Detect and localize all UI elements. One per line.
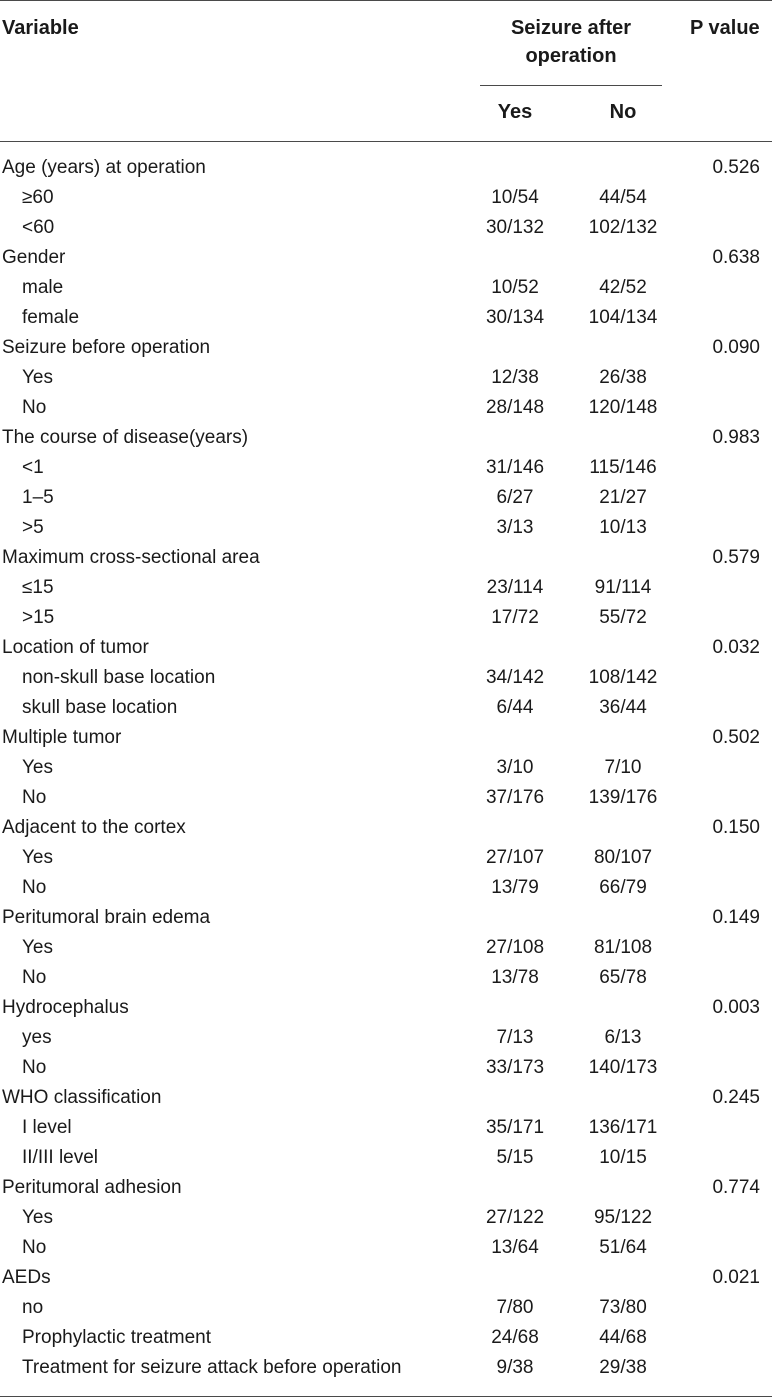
cell-no: 6/13 [604, 1027, 642, 1048]
row-label: I level [22, 1117, 72, 1138]
table-row-subcategory [0, 663, 772, 693]
cell-yes: 33/173 [485, 1057, 545, 1078]
cell-yes: 35/171 [485, 1117, 545, 1138]
cell-yes: 12/38 [491, 367, 539, 388]
cell-no: 104/134 [588, 307, 658, 328]
header-group-rule [480, 85, 662, 86]
row-label: Yes [22, 1207, 53, 1228]
row-label: Yes [22, 847, 53, 868]
cell-yes: 27/107 [485, 847, 545, 868]
row-label: Yes [22, 367, 53, 388]
cell-yes: 5/15 [496, 1147, 534, 1168]
table-row-subcategory [0, 843, 772, 873]
cell-p-value: 0.526 [712, 157, 760, 178]
table-row-subcategory [0, 1113, 772, 1143]
cell-p-value: 0.149 [712, 907, 760, 928]
table-row-subcategory [0, 783, 772, 813]
table-row-subcategory [0, 273, 772, 303]
row-label: non-skull base location [22, 667, 216, 688]
cell-yes: 31/146 [485, 457, 545, 478]
cell-no: 44/54 [599, 187, 647, 208]
table-row-subcategory [0, 513, 772, 543]
cell-p-value: 0.774 [712, 1177, 760, 1198]
table-row-subcategory [0, 933, 772, 963]
table-row-subcategory [0, 453, 772, 483]
header-p-value: P value [690, 17, 760, 39]
row-label: Maximum cross-sectional area [2, 547, 260, 568]
row-label: No [22, 877, 47, 898]
header-seizure-after-operation: Seizure after operation [510, 17, 632, 67]
table-row-variable [0, 633, 772, 663]
cell-yes: 23/114 [486, 577, 544, 598]
row-label: Hydrocephalus [2, 997, 129, 1018]
cell-yes: 6/27 [496, 487, 534, 508]
header-no: No [609, 101, 637, 123]
row-label: >5 [22, 517, 44, 538]
table-row-variable [0, 1173, 772, 1203]
table-row-subcategory [0, 213, 772, 243]
cell-yes: 30/132 [485, 217, 545, 238]
cell-no: 140/173 [588, 1057, 658, 1078]
cell-p-value: 0.579 [712, 547, 760, 568]
cell-no: 81/108 [593, 937, 653, 958]
row-label: male [22, 277, 64, 298]
header-bottom-rule [0, 141, 772, 142]
table-row-variable [0, 723, 772, 753]
table-row-subcategory [0, 1323, 772, 1353]
row-label: Location of tumor [2, 637, 149, 658]
cell-no: 44/68 [599, 1327, 647, 1348]
row-label: WHO classification [2, 1087, 162, 1108]
cell-no: 7/10 [604, 757, 642, 778]
cell-no: 29/38 [599, 1357, 647, 1378]
cell-p-value: 0.032 [712, 637, 760, 658]
row-label: No [22, 1237, 47, 1258]
cell-no: 51/64 [599, 1237, 647, 1258]
table-row-subcategory [0, 1353, 772, 1383]
cell-no: 73/80 [599, 1297, 647, 1318]
cell-yes: 27/122 [485, 1207, 545, 1228]
table-row-subcategory [0, 1203, 772, 1233]
cell-no: 65/78 [599, 967, 647, 988]
table-top-rule [0, 0, 772, 1]
cell-yes: 28/148 [485, 397, 545, 418]
table-row-subcategory [0, 603, 772, 633]
table-body [0, 153, 772, 1383]
cell-no: 66/79 [599, 877, 647, 898]
table-row-subcategory [0, 183, 772, 213]
row-label: Seizure before operation [2, 337, 211, 358]
cell-no: 102/132 [588, 217, 658, 238]
table-row-variable [0, 153, 772, 183]
row-label: 1–5 [22, 487, 54, 508]
row-label: ≤15 [22, 577, 54, 598]
row-label: AEDs [2, 1267, 51, 1288]
table-row-subcategory [0, 363, 772, 393]
table-row-subcategory [0, 1023, 772, 1053]
row-label: skull base location [22, 697, 178, 718]
cell-p-value: 0.150 [712, 817, 760, 838]
table-row-subcategory [0, 1233, 772, 1263]
cell-yes: 7/13 [496, 1027, 534, 1048]
table-row-subcategory [0, 1143, 772, 1173]
row-label: No [22, 1057, 47, 1078]
cell-yes: 13/78 [491, 967, 539, 988]
cell-p-value: 0.003 [712, 997, 760, 1018]
cell-p-value: 0.502 [712, 727, 760, 748]
table-row-variable [0, 333, 772, 363]
row-label: Adjacent to the cortex [2, 817, 186, 838]
cell-p-value: 0.245 [712, 1087, 760, 1108]
table-row-subcategory [0, 963, 772, 993]
cell-yes: 13/64 [491, 1237, 539, 1258]
cell-no: 10/13 [599, 517, 647, 538]
row-label: Prophylactic treatment [22, 1327, 212, 1348]
table-row-variable [0, 813, 772, 843]
table-row-variable [0, 1263, 772, 1293]
row-label: No [22, 967, 47, 988]
table-row-subcategory [0, 303, 772, 333]
cell-yes: 30/134 [485, 307, 545, 328]
row-label: <60 [22, 217, 55, 238]
cell-no: 80/107 [593, 847, 653, 868]
table-row-variable [0, 423, 772, 453]
cell-no: 26/38 [599, 367, 647, 388]
cell-yes: 17/72 [491, 607, 539, 628]
cell-yes: 27/108 [485, 937, 545, 958]
cell-no: 55/72 [599, 607, 647, 628]
cell-no: 95/122 [593, 1207, 653, 1228]
row-label: No [22, 787, 47, 808]
cell-no: 139/176 [588, 787, 658, 808]
cell-yes: 24/68 [491, 1327, 539, 1348]
row-label: yes [22, 1027, 52, 1048]
row-label: no [22, 1297, 44, 1318]
table-row-variable [0, 243, 772, 273]
header-yes: Yes [497, 101, 533, 123]
cell-no: 136/171 [588, 1117, 658, 1138]
cell-p-value: 0.638 [712, 247, 760, 268]
header-variable: Variable [2, 17, 79, 39]
cell-yes: 34/142 [485, 667, 545, 688]
cell-yes: 3/10 [496, 757, 534, 778]
table-row-subcategory [0, 753, 772, 783]
cell-yes: 10/54 [491, 187, 539, 208]
row-label: <1 [22, 457, 44, 478]
cell-yes: 9/38 [496, 1357, 534, 1378]
row-label: Yes [22, 937, 53, 958]
cell-no: 115/146 [589, 457, 657, 478]
cell-yes: 37/176 [485, 787, 545, 808]
cell-yes: 6/44 [496, 697, 534, 718]
table-row-subcategory [0, 693, 772, 723]
table-row-variable [0, 1083, 772, 1113]
cell-no: 36/44 [599, 697, 647, 718]
row-label: female [22, 307, 80, 328]
cell-no: 42/52 [599, 277, 647, 298]
table-row-subcategory [0, 873, 772, 903]
cell-yes: 3/13 [496, 517, 534, 538]
row-label: Peritumoral adhesion [2, 1177, 182, 1198]
cell-no: 21/27 [599, 487, 647, 508]
row-label: >15 [22, 607, 55, 628]
row-label: Yes [22, 757, 53, 778]
row-label: The course of disease(years) [2, 427, 249, 448]
cell-yes: 13/79 [491, 877, 539, 898]
cell-no: 10/15 [599, 1147, 647, 1168]
cell-p-value: 0.021 [712, 1267, 760, 1288]
cell-no: 120/148 [588, 397, 658, 418]
row-label: ≥60 [22, 187, 54, 208]
row-label: Multiple tumor [2, 727, 122, 748]
row-label: Age (years) at operation [2, 157, 206, 178]
row-label: No [22, 397, 47, 418]
cell-no: 108/142 [588, 667, 658, 688]
table-row-subcategory [0, 1053, 772, 1083]
table-row-variable [0, 543, 772, 573]
table-row-subcategory [0, 483, 772, 513]
row-label: Peritumoral brain edema [2, 907, 211, 928]
table-row-subcategory [0, 1293, 772, 1323]
table-row-subcategory [0, 573, 772, 603]
row-label: Gender [2, 247, 66, 268]
cell-p-value: 0.090 [712, 337, 760, 358]
cell-no: 91/114 [594, 577, 652, 598]
table-row-variable [0, 993, 772, 1023]
row-label: Treatment for seizure attack before operation [22, 1357, 402, 1378]
cell-p-value: 0.983 [712, 427, 760, 448]
cell-yes: 10/52 [491, 277, 539, 298]
row-label: II/III level [22, 1147, 99, 1168]
cell-yes: 7/80 [496, 1297, 534, 1318]
table-row-subcategory [0, 393, 772, 423]
table-row-variable [0, 903, 772, 933]
